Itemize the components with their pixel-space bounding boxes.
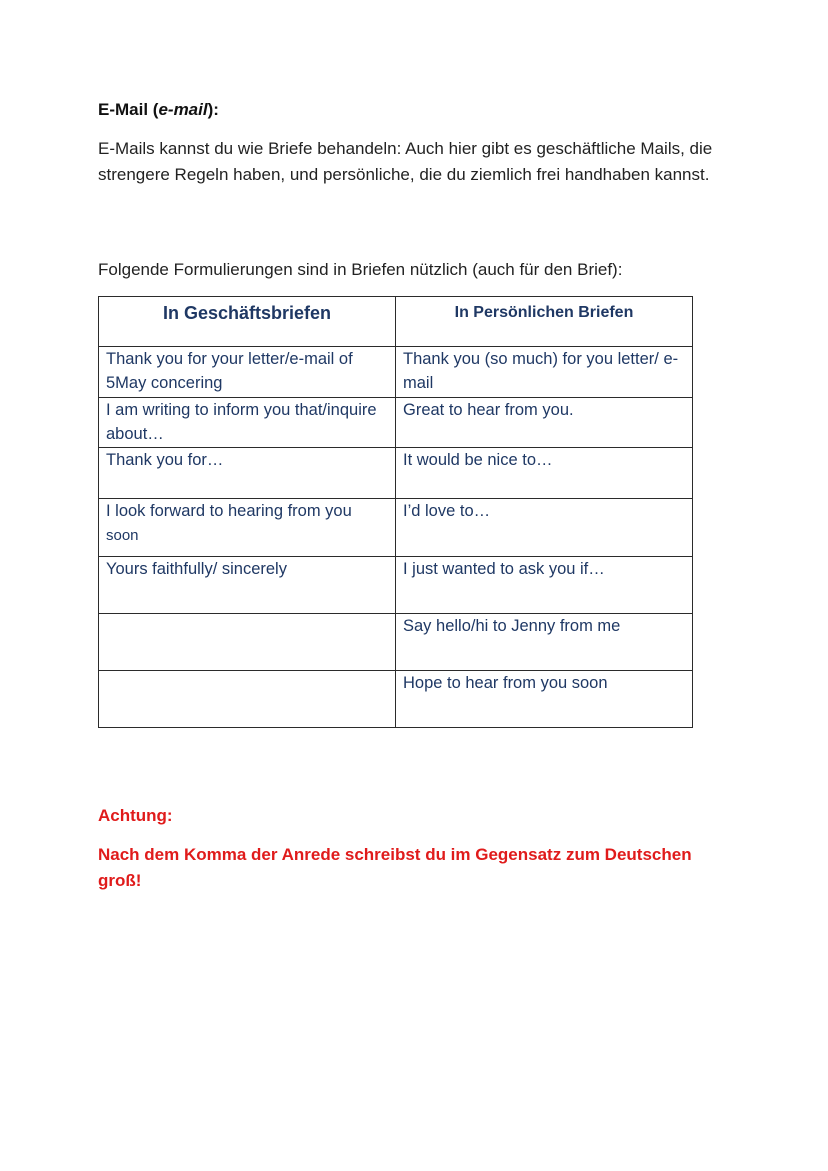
cell-personal: It would be nice to… [396,448,693,499]
warning-text: Nach dem Komma der Anrede schreibst du im Gegensatz zum Deutschen groß! [98,845,692,890]
table-row [99,557,693,614]
table-lead-text: Folgende Formulierungen sind in Briefen nützlich (auch für den Brief): [98,260,623,279]
table-row [99,398,693,448]
cell-business [99,671,396,728]
cell-personal: Hope to hear from you soon [396,671,693,728]
heading-prefix: E-Mail ( [98,100,159,119]
table-row [99,347,693,398]
cell-business: Thank you for… [99,448,396,499]
cell-personal: I’d love to… [396,499,693,557]
table-row [99,499,693,557]
header-business: In Geschäftsbriefen [99,297,396,347]
cell-business [99,499,396,557]
phrases-table [98,296,693,728]
cell-business: I am writing to inform you that/inquire about… [99,398,396,448]
section-heading [98,100,219,120]
table-row [99,614,693,671]
cell-business-line2: soon [106,527,139,544]
table-header-row [99,297,693,347]
heading-italic: e-mail [158,100,208,119]
header-personal: In Persönlichen Briefen [396,297,693,347]
cell-personal: I just wanted to ask you if… [396,557,693,614]
cell-business: Thank you for your letter/e-mail of 5May concering [99,347,396,398]
cell-business: Yours faithfully/ sincerely [99,557,396,614]
intro-paragraph: E-Mails kannst du wie Briefe behandeln: Auch hier gibt es geschäftliche Mails, die strengere Regeln haben, und persönliche, die du ziemlich frei handhaben kannst. [98,139,713,184]
cell-business-line1: I look forward to hearing from you [106,502,352,520]
cell-personal: Great to hear from you. [396,398,693,448]
cell-personal: Say hello/hi to Jenny from me [396,614,693,671]
warning-title: Achtung: [98,806,173,825]
cell-personal: Thank you (so much) for you letter/ e-mail [396,347,693,398]
heading-suffix: ): [207,100,219,119]
table-row [99,671,693,728]
table-row [99,448,693,499]
cell-business [99,614,396,671]
